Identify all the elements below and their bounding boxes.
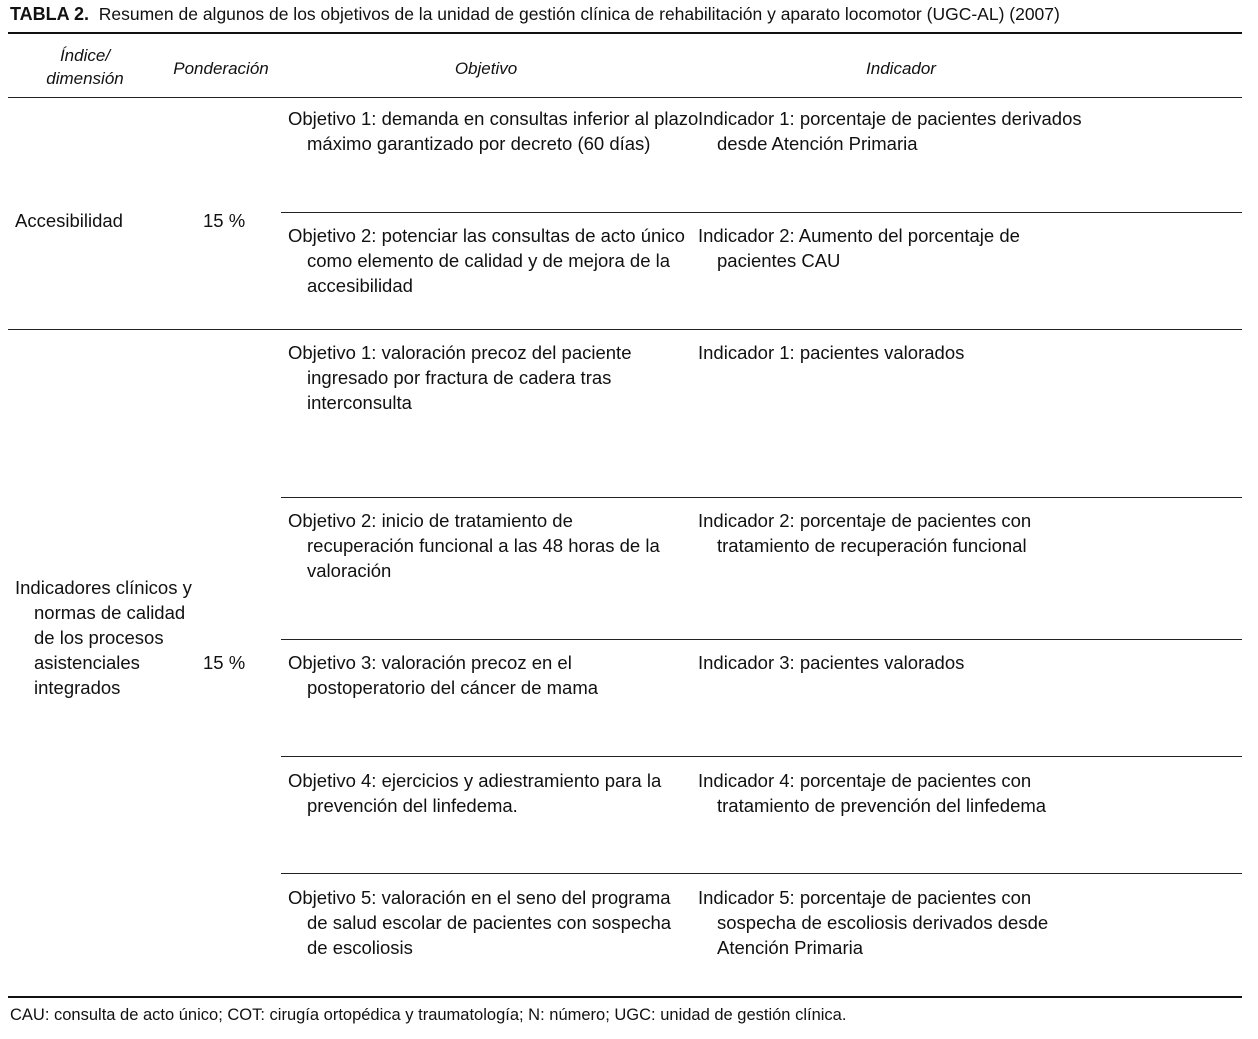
header-ponderacion: Ponderación xyxy=(173,59,269,78)
group-divider xyxy=(8,329,1242,330)
ponderacion-accesibilidad: 15 % xyxy=(203,210,246,231)
dimension-accesibilidad: Accesibilidad xyxy=(15,210,123,231)
indicador-cell: Indicador 5: porcentaje de pacientes con sospecha de escoliosis derivados desde Atención Primaria xyxy=(698,887,1049,958)
bottom-rule xyxy=(8,996,1242,998)
indicador-cell: Indicador 1: porcentaje de pacientes derivados desde Atención Primaria xyxy=(698,108,1082,154)
indicador-cell: Indicador 1: pacientes valorados xyxy=(698,342,965,363)
row-divider xyxy=(281,873,1242,874)
objetivo-cell: Objetivo 5: valoración en el seno del programa de salud escolar de pacientes con sospecha de escoliosis xyxy=(288,887,672,958)
top-rule xyxy=(8,32,1242,34)
ponderacion-indicadores-clinicos: 15 % xyxy=(203,652,246,673)
header-objetivo: Objetivo xyxy=(454,59,518,78)
dimension-indicadores-clinicos: Indicadores clínicos y normas de calidad de los procesos asistenciales integrados xyxy=(15,577,192,698)
table-caption xyxy=(10,4,1060,25)
indicador-cell: Indicador 4: porcentaje de pacientes con tratamiento de prevención del linfedema xyxy=(698,770,1047,816)
row-divider xyxy=(281,497,1242,498)
row-divider xyxy=(281,756,1242,757)
header-rule xyxy=(8,97,1242,98)
header-indice-line1: Índice/ xyxy=(59,46,111,65)
table-label: TABLA 2. xyxy=(10,4,89,24)
indicador-cell: Indicador 3: pacientes valorados xyxy=(698,652,965,673)
objetivo-cell: Objetivo 1: demanda en consultas inferior al plazo máximo garantizado por decreto (60 días) xyxy=(288,108,699,154)
objetivo-cell: Objetivo 4: ejercicios y adiestramiento para la prevención del linfedema. xyxy=(288,770,662,816)
indicador-cell: Indicador 2: Aumento del porcentaje de pacientes CAU xyxy=(698,225,1020,271)
row-divider xyxy=(281,212,1242,213)
objetivo-cell: Objetivo 2: potenciar las consultas de acto único como elemento de calidad y de mejora de la accesibilidad xyxy=(288,225,685,296)
objetivo-cell: Objetivo 2: inicio de tratamiento de recuperación funcional a las 48 horas de la valoración xyxy=(288,510,660,581)
header-indicador: Indicador xyxy=(866,59,936,78)
objetivo-cell: Objetivo 1: valoración precoz del paciente ingresado por fractura de cadera tras interconsulta xyxy=(288,342,632,413)
header-indice-line2: dimensión xyxy=(46,69,124,88)
row-divider xyxy=(281,639,1242,640)
table-footnote: CAU: consulta de acto único; COT: cirugía ortopédica y traumatología; N: número; UGC: unidad de gestión clínica. xyxy=(10,1006,847,1024)
header-indice xyxy=(20,44,150,90)
table-title: Resumen de algunos de los objetivos de la unidad de gestión clínica de rehabilitación y aparato locomotor (UGC-AL) (2007) xyxy=(98,4,1060,24)
objetivo-cell: Objetivo 3: valoración precoz en el postoperatorio del cáncer de mama xyxy=(288,652,599,698)
indicador-cell: Indicador 2: porcentaje de pacientes con tratamiento de recuperación funcional xyxy=(698,510,1032,556)
